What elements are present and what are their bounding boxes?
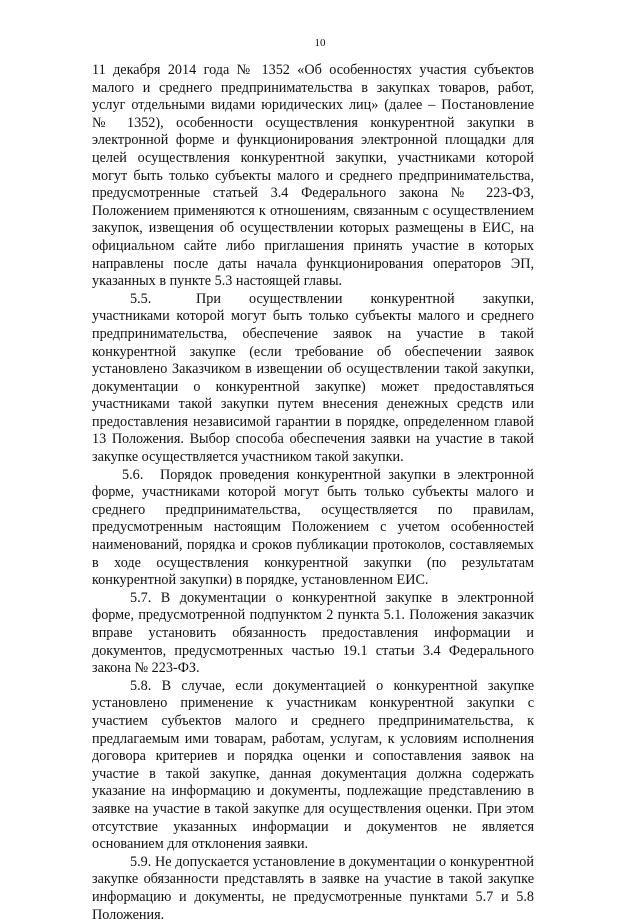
paragraph-5-9: 5.9. Не допускается установление в документации о конкурентной закупке обязанности представлять в заявке на участие в такой закупке информацию и документы, не предусмотренные пунктами 5.7 и 5.8 Положения.: [92, 853, 534, 923]
document-body: [92, 62, 534, 924]
clause-text-5-6: Порядок проведения конкурентной закупки в электронной форме, участниками которой могут быть только субъекты малого и среднего предпринимательства, осуществляется по правилам, предусмотренным настоящим Положением с учетом особенностей наименований, порядка и сроков публикации протоколов, составляемых в ходе осуществления конкурентной закупки (по результатам конкурентной закупки) в порядке, установленном ЕИС.: [92, 466, 534, 589]
paragraph-5-7: 5.7. В документации о конкурентной закупке в электронной форме, предусмотренной подпунктом 2 пункта 5.1. Положения заказчик вправе установить обязанность предоставления информации и документов, предусмотренных частью 19.1 статьи 3.4 Федерального закона № 223-ФЗ.: [92, 589, 534, 677]
clause-number-5-5: 5.5.: [130, 290, 152, 307]
paragraph-5-8: 5.8. В случае, если документацией о конкурентной закупке установлено применение к участникам конкурентной закупки с участием субъектов малого и среднего предпринимательства, к предлагаемым ими товарам, работам, услугам, к условиям исполнения договора критериев и порядка оценки и сопоставления заявок на участие в такой закупке, данная документация должна содержать указание на информацию и документы, подлежащие представлению в заявке на участие в такой закупке для осуществления оценки. При этом отсутствие указанных информации и документов не является основанием для отклонения заявки.: [92, 677, 534, 853]
page-number: 10: [314, 37, 326, 49]
clause-number-5-6: 5.6.: [122, 466, 144, 483]
clause-text-5-5: При осуществлении конкурентной закупки, участниками которой могут быть только субъекты малого и среднего предпринимательства, обеспечение заявок на участие в такой конкурентной закупке (если требование об обеспечении заявок установлено Заказчиком в извещении об осуществлении такой закупки, документации о конкурентной закупке) может предоставляться участниками такой закупки путем внесения денежных средств или предоставления независимой гарантии в порядке, определенном главой 13 Положения. Выбор способа обеспечения заявки на участие в такой закупке осуществляется участником такой закупки.: [92, 290, 534, 466]
paragraph-5-6: [92, 467, 534, 590]
paragraph-intro: 11 декабря 2014 года № 1352 «Об особенностях участия субъектов малого и среднего предпринимательства в закупках товаров, работ, услуг отдельными видами юридических лиц» (далее – Постановление № 1352), особенности осуществления конкурентной закупки в электронной форме и функционирования электронной площадки для целей осуществления конкурентной закупки, участниками которой могут быть только субъекты малого и среднего предпринимательства, предусмотренные статьей 3.4 Федерального закона № 223-ФЗ, Положением применяются к отношениям, связанным с осуществлением закупок, извещения об осуществлении которых размещены в ЕИС, на официальном сайте либо приглашения принять участие в которых направлены после даты начала функционирования операторов ЭП, указанных в пункте 5.3 настоящей главы.: [92, 62, 534, 290]
paragraph-5-5: [92, 291, 534, 467]
